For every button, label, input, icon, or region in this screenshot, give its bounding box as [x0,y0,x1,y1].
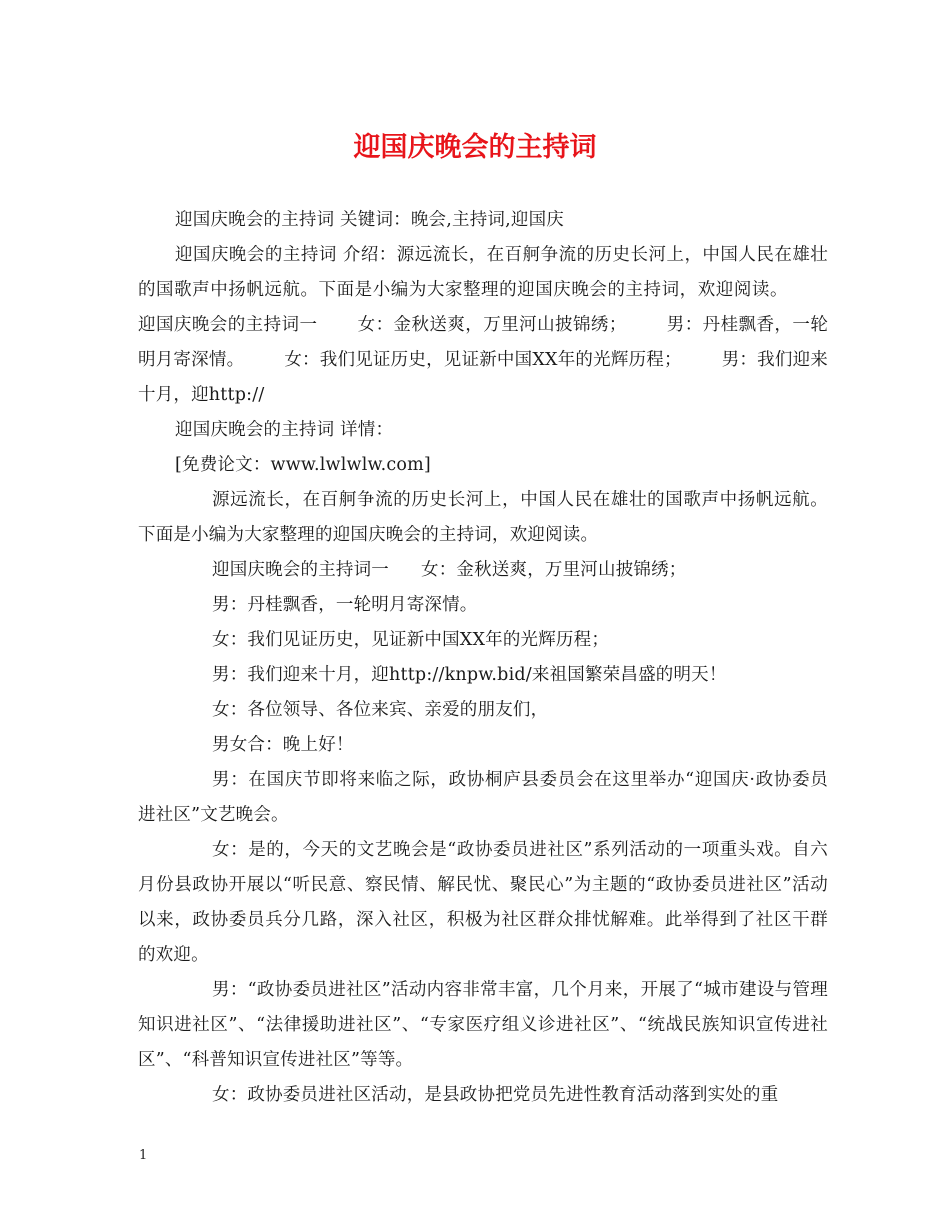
paragraph-source: [免费论文：www.lwlwlw.com] [175,455,431,475]
intro-line-female-2: 女：我们见证历史，见证新中国XX年的光辉历程； [284,350,682,370]
paragraph-together: 男女合：晚上好！ [212,735,354,755]
paragraph-female-2: 女：各位领导、各位来宾、亲爱的朋友们， [212,700,549,720]
intro-text: 迎国庆晚会的主持词 介绍：源远流长，在百舸争流的历史长河上，中国人民在雄壮的国歌声中扬帆远航。下面是小编为大家整理的迎国庆晚会的主持词，欢迎阅读。 [138,245,828,300]
intro-line-male-1: 男：丹桂飘香，一轮明月寄深情。 [138,315,829,370]
page-number: 1 [139,1148,148,1163]
intro-line-female-1: 女：金秋送爽，万里河山披锦绣； [357,315,627,335]
section-one-title: 迎国庆晚会的主持词一 [212,560,389,580]
intro-line-male-2: 男：我们迎来十月，迎http:// [138,350,829,405]
paragraph-details-heading: 迎国庆晚会的主持词 详情： [175,420,394,440]
intro-section-title: 迎国庆晚会的主持词一 [138,315,318,335]
paragraph-male-4: 男：“政协委员进社区”活动内容非常丰富，几个月来，开展了“城市建设与管理知识进社区”、“法律援助进社区”、“专家医疗组义诊进社区”、“统战民族知识宣传进社区”、“科普知识宣传进社区”等等。 [138,980,828,1070]
paragraph-keywords: 迎国庆晚会的主持词 关键词：晚会,主持词,迎国庆 [175,210,564,230]
paragraph-section-one [138,553,828,588]
paragraph-male-3: 男：在国庆节即将来临之际，政协桐庐县委员会在这里举办“迎国庆·政协委员进社区”文艺晚会。 [138,770,828,825]
paragraph-opening: 源远流长，在百舸争流的历史长河上，中国人民在雄壮的国歌声中扬帆远航。下面是小编为大家整理的迎国庆晚会的主持词，欢迎阅读。 [138,490,828,545]
document-body [138,203,828,1113]
paragraph-male-2: 男：我们迎来十月，迎http://knpw.bid/来祖国繁荣昌盛的明天！ [212,665,727,685]
document-title: 迎国庆晚会的主持词 [353,132,597,163]
section-one-first-line: 女：金秋送爽，万里河山披锦绣； [421,560,687,580]
paragraph-female-3: 女：是的，今天的文艺晚会是“政协委员进社区”系列活动的一项重头戏。自六月份县政协开展以“听民意、察民情、解民忧、聚民心”为主题的“政协委员进社区”活动以来，政协委员兵分几路，深入社区，积极为社区群众排忧解难。此举得到了社区干群的欢迎。 [138,840,828,965]
paragraph-female-4: 女：政协委员进社区活动，是县政协把党员先进性教育活动落到实处的重 [212,1085,779,1105]
paragraph-female-1: 女：我们见证历史，见证新中国XX年的光辉历程； [212,630,610,650]
paragraph-male-1: 男：丹桂飘香，一轮明月寄深情。 [212,595,478,615]
paragraph-intro [138,238,828,413]
